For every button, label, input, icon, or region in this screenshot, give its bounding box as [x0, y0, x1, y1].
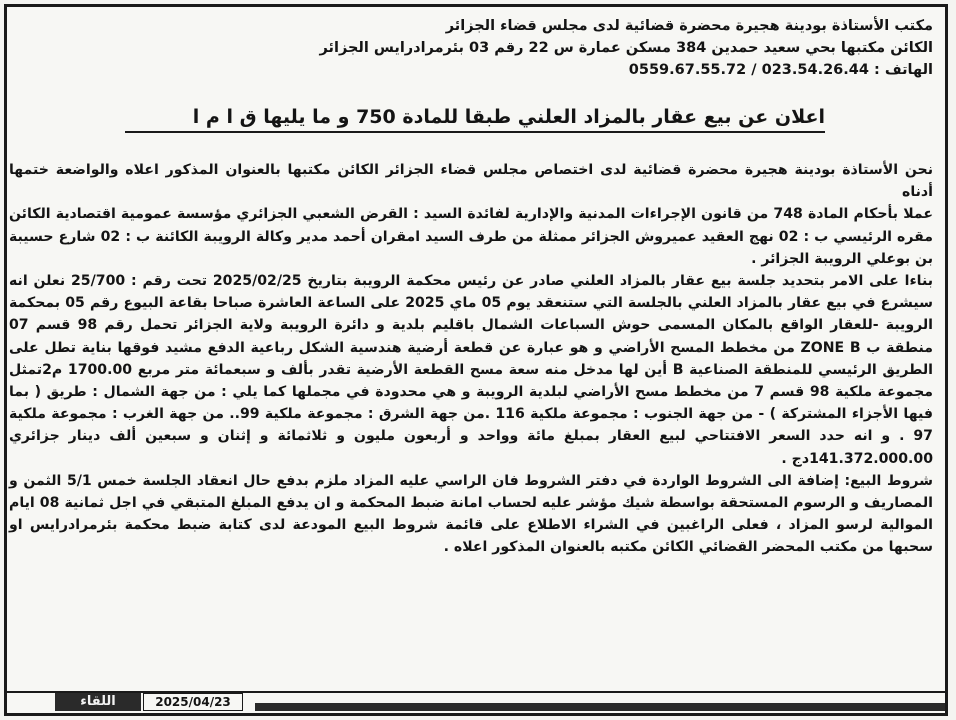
bailiff-header — [13, 15, 933, 81]
newspaper-name: اللقاء — [55, 693, 141, 711]
office-address: الكائن مكتبها بحي سعيد حمدين 384 مسكن عمارة س 22 رقم 03 بئرمرادرايس الجزائر — [319, 40, 933, 56]
announcement-body — [9, 159, 933, 559]
phone-label: الهاتف : — [874, 62, 933, 78]
paragraph-sale-conditions: شروط البيع: إضافة الى الشروط الواردة في دفتر الشروط فان الراسي عليه المزاد ملزم بدفع حال انعقاد الجلسة خمس 5/1 الثمن و المصاريف و الرسوم المستحقة بواسطة شيك مؤشر عليه لحساب امانة ضبط المحكمة و ان يدفع المبلغ المتبقي في اجل ثمانية 08 ايام الموالية لرسو المزاد ، فعلى الراغبين في الشراء الاطلاع على قائمة شروط البيع المودعة لدى كتابة ضبط محكمة بئرمرادرايس او سحبها من مكتب المحضر القضائي الكائن مكتبه بالعنوان المذكور اعلاه . — [9, 472, 933, 556]
office-name: مكتب الأستاذة بودينة هجيرة محضرة قضائية لدى مجلس قضاء الجزائر — [445, 18, 933, 34]
publication-date: 2025/04/23 — [143, 693, 243, 711]
phone-line — [13, 59, 933, 81]
page-footer — [7, 691, 945, 713]
paragraph-creditor: عملا بأحكام المادة 748 من قانون الإجراءات المدنية والإدارية لفائدة السيد : القرض الشعبي الجزائري مؤسسة عمومية اقتصادية الكائن مقره الرئيسي ب : 02 نهج العقيد عميروش الجزائر ممثلة من طرف السيد امقران أحمد مدير وكالة الرويبة الكائنة ب : 02 شارع حسيبة بن بوعلي الرويبة الجزائر . — [9, 206, 933, 267]
paragraph-intro: نحن الأستاذة بودينة هجيرة محضرة قضائية لدى اختصاص مجلس قضاء الجزائر الكائن مكتبها بالعنوان المذكور اعلاه والواضعة ختمها أدناه — [9, 162, 933, 201]
phone-numbers: 023.54.26.44 / 0559.67.55.72 — [628, 62, 869, 78]
footer-bar — [255, 703, 945, 711]
announcement-title: اعلان عن بيع عقار بالمزاد العلني طبقا للمادة 750 و ما يليها ق ا م ا — [125, 103, 825, 133]
paragraph-property: بناءا على الامر بتحديد جلسة بيع عقار بالمزاد العلني صادر عن رئيس محكمة الرويبة بتاريخ 2025/02/25 تحت رقم : 25/700 نعلن انه سيشرع في بيع عقار بالمزاد العلني بالجلسة التي ستنعقد يوم 05 ماي 2025 على الساعة العاشرة صباحا بقاعة البيوع رقم 05 بمحكمة الرويبة -للعقار الواقع بالمكان المسمى حوش السباعات الشمال باقليم بلدية و دائرة الرويبة ولاية الجزائر تحمل رقم 98 قسم 07 منطقة ب ZONE B من مخطط المسح الأراضي و هو عبارة عن قطعة أرضية هندسية الشكل رباعية الدفع مشيد فوقها بناية تطل على الطريق الرئيسي للمنطقة الصناعية B أين لها مدخل منه سعة مسح القطعة الأرضية تقدر بألف و سبعمائة متر مربع 1700.00 م2تمثل مجموعة ملكية 98 قسم 7 من مخطط مسح الأراضي لبلدية الرويبة و هي محدودة في مجملها كما يلي : من جهة الشمال : طريق ( بما فيها الأجزاء المشتركة ) - من جهة الجنوب : مجموعة ملكية 116 .من جهة الشرق : مجموعة ملكية 99.. من جهة الغرب : مجموعة ملكية 97 . و انه حدد السعر الافتتاحي لبيع العقار بمبلغ مائة وواحد و أربعون مليون و ثلاثمائة و إثنان و سبعين ألف دينار جزائري 141.372.000.00دج . — [9, 273, 934, 467]
announcement-page — [4, 4, 948, 716]
